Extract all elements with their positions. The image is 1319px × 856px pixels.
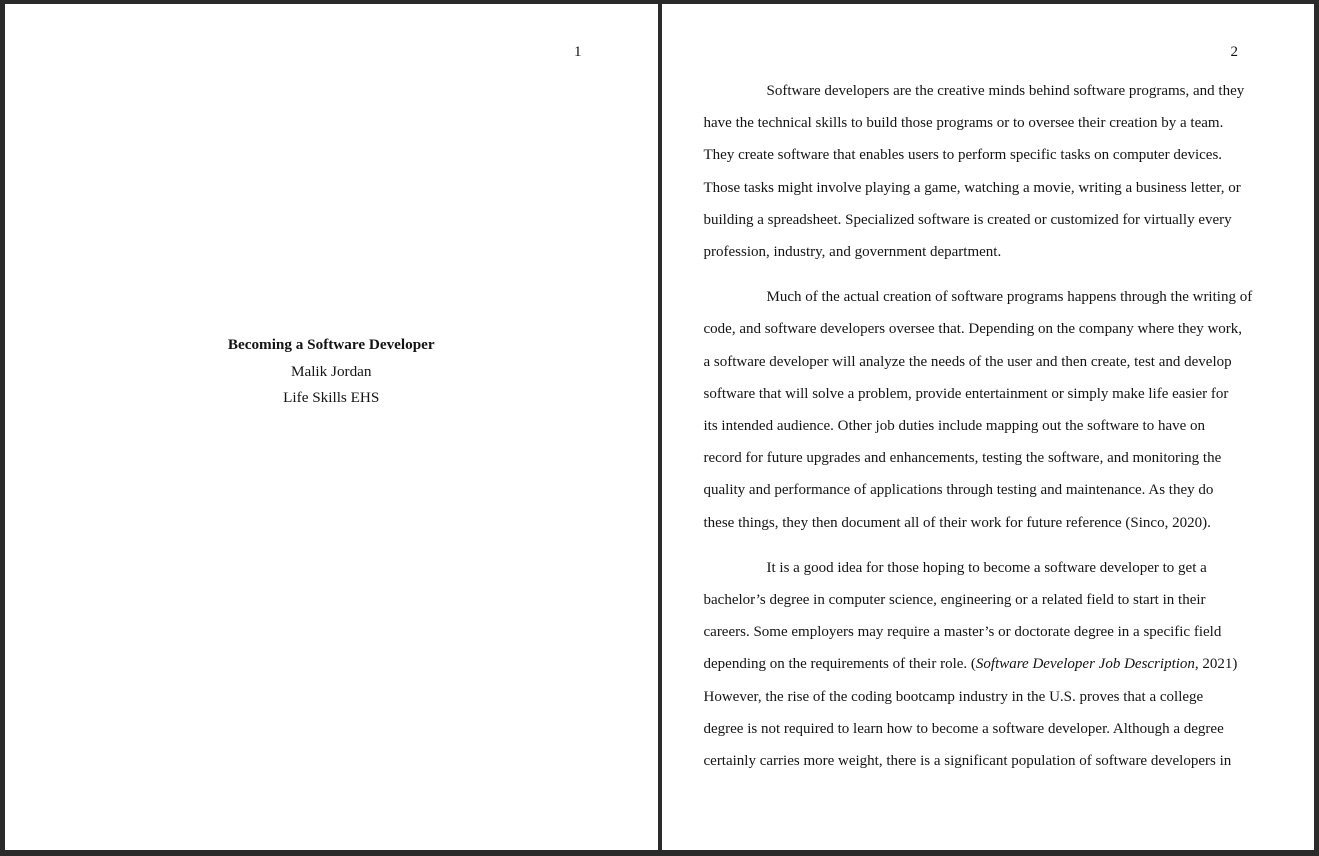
text-line (704, 442, 1279, 474)
text-segment: depending on the requirements of their role. ( (703, 656, 976, 673)
paragraph (704, 281, 1279, 539)
text-line (704, 378, 1279, 410)
text-segment: , 2021) (1194, 656, 1238, 673)
essay-body (704, 75, 1279, 790)
text-line (704, 410, 1279, 442)
text-line (704, 313, 1279, 345)
essay-title: Becoming a Software Developer (227, 336, 435, 353)
paragraph (704, 552, 1279, 777)
text-line (704, 172, 1279, 204)
text-segment: have the technical skills to build those programs or to oversee their creation by a team. (703, 115, 1224, 132)
text-segment: They create software that enables users to perform specific tasks on computer devices. (703, 147, 1223, 164)
affiliation-name: Life Skills EHS (283, 389, 380, 407)
text-line (704, 204, 1279, 236)
author-name: Malik Jordan (290, 362, 372, 380)
text-segment: profession, industry, and government department. (703, 244, 1002, 261)
text-line (704, 552, 1279, 584)
text-segment: It is a good idea for those hoping to become a software developer to get a (766, 559, 1207, 576)
text-segment: software that will solve a problem, provide entertainment or simply make life easier for (703, 385, 1229, 402)
text-line (704, 713, 1279, 745)
title-block (5, 332, 658, 412)
text-line (704, 474, 1279, 506)
text-line (704, 107, 1279, 139)
text-line (704, 236, 1279, 268)
text-segment: Those tasks might involve playing a game, watching a movie, writing a business letter, or (703, 179, 1241, 196)
text-line (704, 745, 1279, 777)
page-number: 2 (1230, 44, 1238, 60)
text-line (704, 616, 1279, 648)
page-2[interactable] (662, 4, 1315, 850)
text-segment: Much of the actual creation of software programs happens through the writing of (766, 289, 1253, 306)
text-segment: its intended audience. Other job duties include mapping out the software to have on (703, 418, 1206, 435)
text-segment: certainly carries more weight, there is a significant population of software developers in (703, 753, 1232, 770)
text-line (704, 75, 1279, 107)
text-segment: careers. Some employers may require a master’s or doctorate degree in a specific field (703, 624, 1222, 641)
text-segment: these things, they then document all of their work for future reference (Sinco, 2020). (703, 514, 1211, 531)
text-segment: degree is not required to learn how to become a software developer. Although a degree (703, 720, 1224, 737)
text-line (704, 346, 1279, 378)
text-line (704, 281, 1279, 313)
text-segment: Software developers are the creative minds behind software programs, and they (766, 83, 1245, 99)
text-segment: a software developer will analyze the needs of the user and then create, test and develop (703, 353, 1232, 370)
text-line (704, 507, 1279, 539)
text-segment: bachelor’s degree in computer science, engineering or a related field to start in their (703, 592, 1206, 609)
text-segment: record for future upgrades and enhancements, testing the software, and monitoring the (703, 450, 1222, 467)
page-1[interactable] (5, 4, 658, 850)
paragraph (704, 75, 1279, 268)
text-line (704, 648, 1279, 680)
text-line (704, 681, 1279, 713)
text-segment: building a spreadsheet. Specialized software is created or customized for virtually every (703, 211, 1232, 228)
text-segment: code, and software developers oversee that. Depending on the company where they work, (703, 321, 1243, 338)
text-line (704, 584, 1279, 616)
text-segment: quality and performance of applications through testing and maintenance. As they do (703, 482, 1214, 499)
italic-citation-title: Software Developer Job Description (975, 656, 1195, 673)
page-number: 1 (574, 44, 582, 60)
text-segment: However, the rise of the coding bootcamp industry in the U.S. proves that a college (703, 688, 1204, 705)
text-line (704, 139, 1279, 171)
